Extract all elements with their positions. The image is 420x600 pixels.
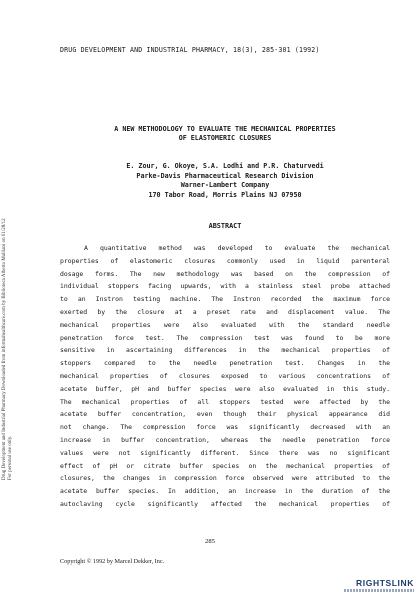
abstract-body xyxy=(60,242,390,511)
rightslink-logo-underline xyxy=(344,589,414,592)
abstract-line: mechanical properties of closures exposed to various concentrations of xyxy=(60,371,390,380)
title-line-2: OF ELASTOMERIC CLOSURES xyxy=(178,134,272,142)
rightslink-logo[interactable] xyxy=(324,578,414,592)
abstract-line: autoclaving cycle significantly affected the mechanical properties of xyxy=(60,499,390,508)
abstract-line: stoppers compared to the needle penetration test. Changes in the xyxy=(60,359,390,368)
author-block xyxy=(60,162,390,200)
title-line-1: A NEW METHODOLOGY TO EVALUATE THE MECHANICAL PROPERTIES xyxy=(114,125,336,133)
author-address: 170 Tabor Road, Morris Plains NJ 07950 xyxy=(148,190,302,199)
abstract-line: dosage forms. The new methodology was based on the compression of xyxy=(60,269,390,278)
abstract-line: not change. The compression force was significantly decreased with an xyxy=(60,423,390,432)
abstract-line: individual stoppers facing upwards, with a stainless steel probe attached xyxy=(60,282,390,291)
abstract-line: A quantitative method was developed to evaluate the mechanical xyxy=(84,244,390,252)
abstract-line: properties of elastomeric closures commonly used in liquid parenteral xyxy=(60,256,390,265)
abstract-line: acetate buffer concentration, even though their physical appearance did xyxy=(60,410,390,419)
author-company: Warner-Lambert Company xyxy=(180,181,270,190)
abstract-line: to an Instron testing machine. The Instron recorded the maximum force xyxy=(60,295,390,304)
abstract-line: mechanical properties were also evaluated with the standard needle xyxy=(60,320,390,329)
author-names: E. Zour, G. Okoye, S.A. Lodhi and P.R. Chaturvedi xyxy=(126,162,324,170)
rightslink-logo-text: RIGHTSLINK xyxy=(356,578,414,588)
paper-title xyxy=(60,125,390,143)
abstract-line: increase in buffer concentration, whereas the needle penetration force xyxy=(60,435,390,444)
abstract-line: acetate buffer species. In addition, an increase in the duration of the xyxy=(60,487,390,496)
abstract-line: sensitive in ascertaining differences in the mechanical properties of xyxy=(60,346,390,355)
abstract-line: penetration force test. The compression test was found to be more xyxy=(60,333,390,342)
copyright-notice: Copyright © 1992 by Marcel Dekker, Inc. xyxy=(60,558,165,565)
author-division: Parke-Davis Pharmaceutical Research Division xyxy=(136,171,314,180)
download-notice-line-1: Drug Development and Industrial Pharmacy Downloaded from informahealthcare.com by Biblioteca Alberto Malliani on 01/28/12 xyxy=(2,218,7,480)
abstract-line: effect of pH or citrate buffer species on the mechanical properties of xyxy=(60,461,390,470)
download-notice xyxy=(2,100,16,520)
page-number: 285 xyxy=(205,538,215,545)
abstract-heading: ABSTRACT xyxy=(208,222,242,230)
download-notice-line-2: For personal use only. xyxy=(8,435,14,480)
abstract-line: exerted by the closure at a preset rate and displacement value. The xyxy=(60,307,390,316)
abstract-line: closures, the changes in compression force observed were attributed to the xyxy=(60,474,390,483)
abstract-line: values were not significantly different. Since there was no significant xyxy=(60,448,390,457)
running-head: DRUG DEVELOPMENT AND INDUSTRIAL PHARMACY, 18(3), 285-301 (1992) xyxy=(60,46,320,54)
abstract-line: The mechanical properties of all stoppers tested were affected by the xyxy=(60,397,390,406)
abstract-line: acetate buffer, pH and buffer species were also evaluated in this study. xyxy=(60,384,390,393)
